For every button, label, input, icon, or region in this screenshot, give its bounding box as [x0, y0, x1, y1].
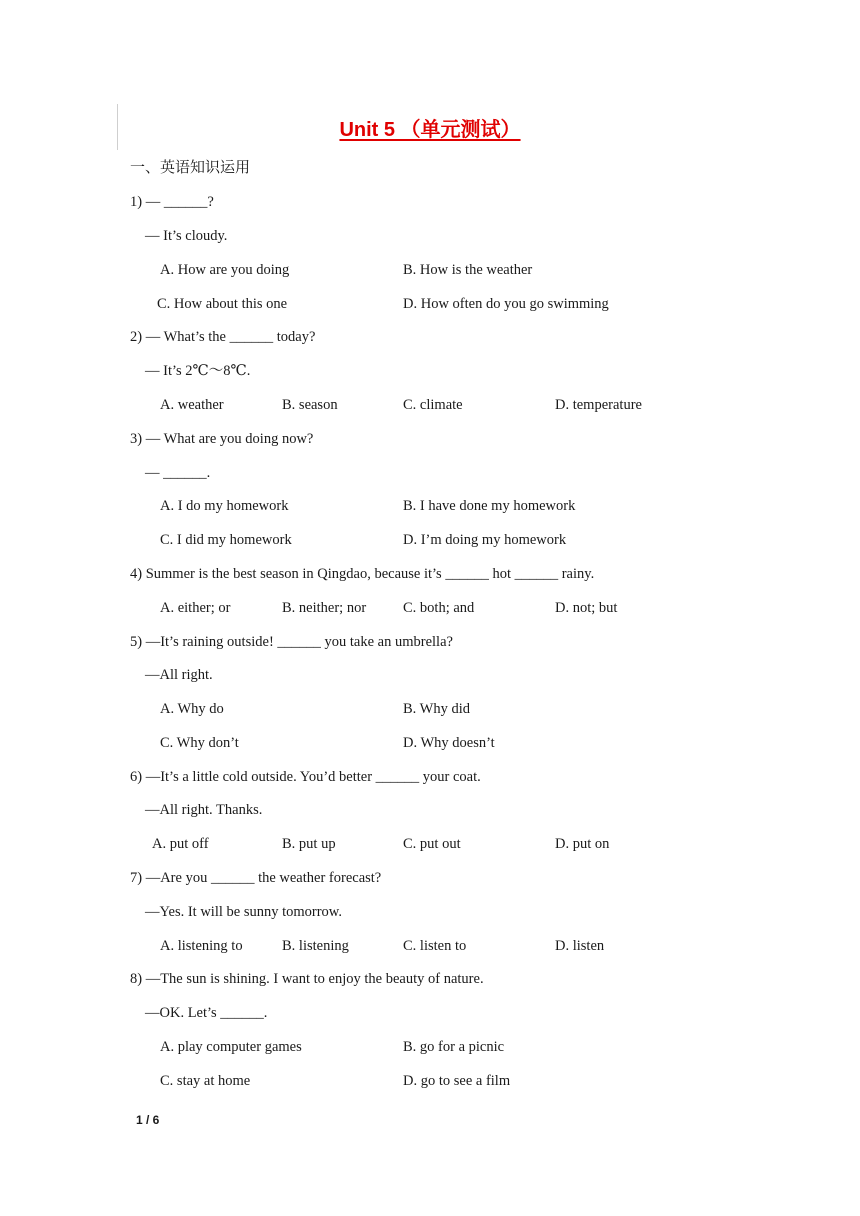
question-2-option-d: D. temperature — [555, 397, 642, 413]
question-8-option-a: A. play computer games — [160, 1039, 302, 1055]
question-7-option-d: D. listen — [555, 938, 605, 954]
question-1-option-b: B. How is the weather — [403, 262, 533, 278]
question-5-option-b: B. Why did — [403, 701, 470, 717]
question-8-option-b: B. go for a picnic — [403, 1039, 505, 1055]
question-6-option-a: A. put off — [152, 836, 209, 852]
question-7-stem: 7) —Are you ______ the weather forecast? — [130, 870, 382, 886]
question-2-option-c: C. climate — [403, 397, 463, 413]
question-2-option-b: B. season — [282, 397, 338, 413]
page-title: Unit 5 （单元测试） — [339, 119, 521, 141]
page-number: 1 / 6 — [136, 1113, 160, 1127]
question-3-option-c: C. I did my homework — [160, 532, 292, 548]
question-7-option-a: A. listening to — [160, 938, 243, 954]
question-4-option-a: A. either; or — [160, 600, 231, 616]
question-7-option-b: B. listening — [282, 938, 349, 954]
question-7-answer: —Yes. It will be sunny tomorrow. — [145, 904, 342, 920]
question-4-stem: 4) Summer is the best season in Qingdao, because it’s ______ hot ______ rainy. — [130, 566, 595, 582]
question-5-option-c: C. Why don’t — [160, 735, 239, 751]
question-8-answer: —OK. Let’s ______. — [145, 1005, 268, 1021]
question-8-option-d: D. go to see a film — [403, 1073, 511, 1089]
question-5-option-d: D. Why doesn’t — [403, 735, 495, 751]
question-1-option-a: A. How are you doing — [160, 262, 290, 278]
question-2-answer: — It’s 2℃～8℃. — [145, 363, 251, 379]
question-6-stem: 6) —It’s a little cold outside. You’d better ______ your coat. — [130, 769, 481, 785]
question-6-option-b: B. put up — [282, 836, 336, 852]
question-7-option-c: C. listen to — [403, 938, 467, 954]
question-1-option-d: D. How often do you go swimming — [403, 296, 609, 312]
question-5-answer: —All right. — [145, 667, 213, 683]
question-5-stem: 5) —It’s raining outside! ______ you take an umbrella? — [130, 634, 453, 650]
question-4-option-d: D. not; but — [555, 600, 618, 616]
question-2-stem: 2) — What’s the ______ today? — [130, 329, 316, 345]
question-4-option-b: B. neither; nor — [282, 600, 367, 616]
question-5-option-a: A. Why do — [160, 701, 224, 717]
question-6-answer: —All right. Thanks. — [145, 802, 263, 818]
question-3-answer: — ______. — [145, 465, 211, 481]
question-6-option-d: D. put on — [555, 836, 610, 852]
question-4-option-c: C. both; and — [403, 600, 475, 616]
section-heading: 一、英语知识运用 — [130, 158, 251, 176]
question-6-option-c: C. put out — [403, 836, 461, 852]
question-8-option-c: C. stay at home — [160, 1073, 251, 1089]
question-3-option-b: B. I have done my homework — [403, 498, 576, 514]
question-3-option-d: D. I’m doing my homework — [403, 532, 567, 548]
question-1-stem: 1) — ______? — [130, 194, 214, 210]
question-1-answer: — It’s cloudy. — [145, 228, 228, 244]
question-3-option-a: A. I do my homework — [160, 498, 289, 514]
question-8-stem: 8) —The sun is shining. I want to enjoy the beauty of nature. — [130, 971, 484, 987]
question-1-option-c: C. How about this one — [157, 296, 288, 312]
question-3-stem: 3) — What are you doing now? — [130, 431, 314, 447]
question-2-option-a: A. weather — [160, 397, 224, 413]
